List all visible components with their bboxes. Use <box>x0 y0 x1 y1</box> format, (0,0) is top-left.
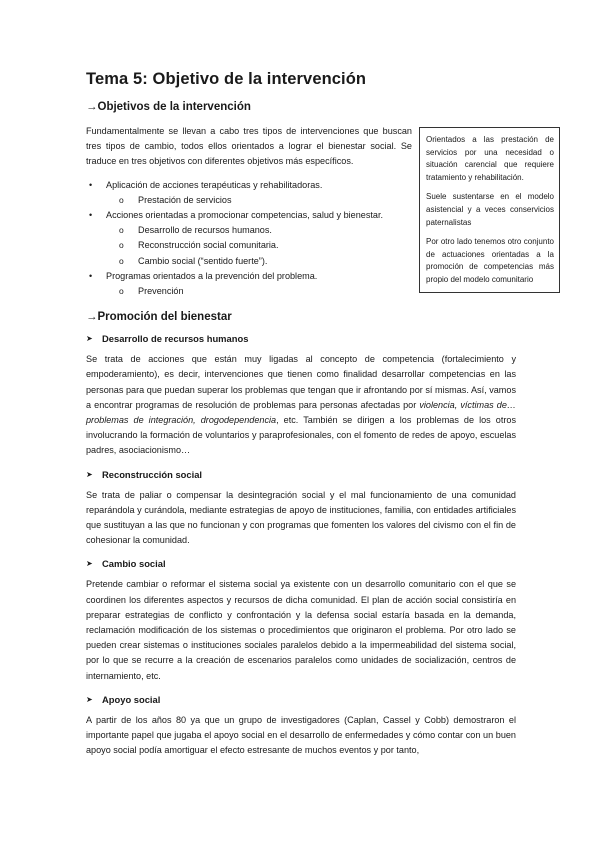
paragraph-cambio-social: Pretende cambiar o reformar el sistema social ya existente con un desarrollo comunitario con el que se coordinen los diferentes aspectos y recursos de dicha comunidad. El plan de acción social consistiría en preparar estrategias de conflicto y confrontación y la defensa social estaría basada en la demanda, reclamación modificación de los sistemas o procedimientos que originaron el problema. Por otro lado se pueden crear sistemas o instituciones sociales paralelos debido a la impermeabilidad del sistema social, por lo que se recurre a la creación de escenarios paralelos como unidades de socialización, centros de internamiento, etc. <box>86 579 516 681</box>
note-paragraph: Orientados a las prestación de servicios por una necesidad o situación carencial que requiere tratamiento y rehabilitación. <box>426 135 554 182</box>
sub-list-item: o Reconstrucción social comunitaria. <box>86 238 416 253</box>
section-heading-objetivos: →Objetivos de la intervención <box>86 101 251 113</box>
paragraph-desarrollo: Se trata de acciones que están muy ligadas al concepto de competencia (fortalecimiento y empoderamiento), es decir, intervenciones que tienen como finalidad desarrollar competencias en las personas para que puedan superar los problemas que tengan que ir afrontando por sí mismas. Así, vamos a encontrar programas de resolución de problemas para personas afectadas por violencia, víctimas de… problemas de integración, drogodependencia, etc. También se dirigen a los problemas de los otros involucrando la formación de voluntarios y paraprofesionales, con el fomento de redes de apoyo, escuelas padres, asociacionismo… <box>86 354 516 456</box>
subheading-cambio-social: ➤ Cambio social <box>86 558 166 570</box>
bullet-icon: • <box>89 179 93 190</box>
list-item: • Programas orientados a la prevención del problema. <box>86 269 416 284</box>
circle-bullet-icon: o <box>119 194 124 205</box>
subheading-desarrollo: ➤ Desarrollo de recursos humanos <box>86 333 249 345</box>
subheading-reconstruccion: ➤ Reconstrucción social <box>86 468 203 480</box>
sub-list-item: o Desarrollo de recursos humanos. <box>86 223 416 238</box>
paragraph-reconstruccion: Se trata de paliar o compensar la desintegración social y el mal funcionamiento de una comunidad reparándola y curándola, mediante estrategias de apoyo de instituciones, familia, con entidades artificiales que sustituyan a las que no funcionan y con programas que fomenten los valores del civismo con el fin de cohesionar la comunidad. <box>86 489 516 546</box>
arrow-bullet-icon: ➤ <box>86 334 93 344</box>
arrow-bullet-icon: ➤ <box>86 469 93 479</box>
paragraph-apoyo-social: A partir de los años 80 ya que un grupo de investigadores (Caplan, Cassel y Cobb) demostraron el importante papel que jugaba el apoyo social en el desarrollo de enfermedades y cómo contar con un buen apoyo social podía amortiguar el efecto estresante de muchos eventos y por tanto, <box>86 714 516 756</box>
sub-list-item: o Prevención <box>86 284 416 299</box>
sub-list-item: o Prestación de servicios <box>86 193 416 208</box>
sub-list-item: o Cambio social (“sentido fuerte”). <box>86 254 416 269</box>
sidebar-note-box <box>419 127 560 293</box>
circle-bullet-icon: o <box>119 286 124 297</box>
bullet-icon: • <box>89 270 93 281</box>
bullet-icon: • <box>89 210 93 221</box>
arrow-bullet-icon: ➤ <box>86 559 93 569</box>
list-item: • Acciones orientadas a promocionar competencias, salud y bienestar. <box>86 208 416 223</box>
note-paragraph: Por otro lado tenemos otro conjunto de actuaciones orientadas a la promoción de competencias más propio del modelo comunitario <box>426 237 554 284</box>
subheading-apoyo-social: ➤ Apoyo social <box>86 693 161 705</box>
list-item: • Aplicación de acciones terapéuticas y rehabilitadoras. <box>86 178 416 193</box>
section-heading-promocion: →Promoción del bienestar <box>86 311 232 324</box>
page-title: Tema 5: Objetivo de la intervención <box>86 70 367 88</box>
note-paragraph: Suele sustentarse en el modelo asistencial y a veces conservicios paternalistas <box>426 192 554 227</box>
objectives-list <box>86 178 416 300</box>
intro-paragraph: Fundamentalmente se llevan a cabo tres tipos de intervenciones que buscan tres tipos de cambio, todos ellos orientados a lograr el bienestar social. Se traduce en tres objetivos con diferentes objetivos más específicos. <box>86 126 412 167</box>
circle-bullet-icon: o <box>119 225 124 236</box>
circle-bullet-icon: o <box>119 240 124 251</box>
arrow-bullet-icon: ➤ <box>86 694 93 704</box>
circle-bullet-icon: o <box>119 255 124 266</box>
